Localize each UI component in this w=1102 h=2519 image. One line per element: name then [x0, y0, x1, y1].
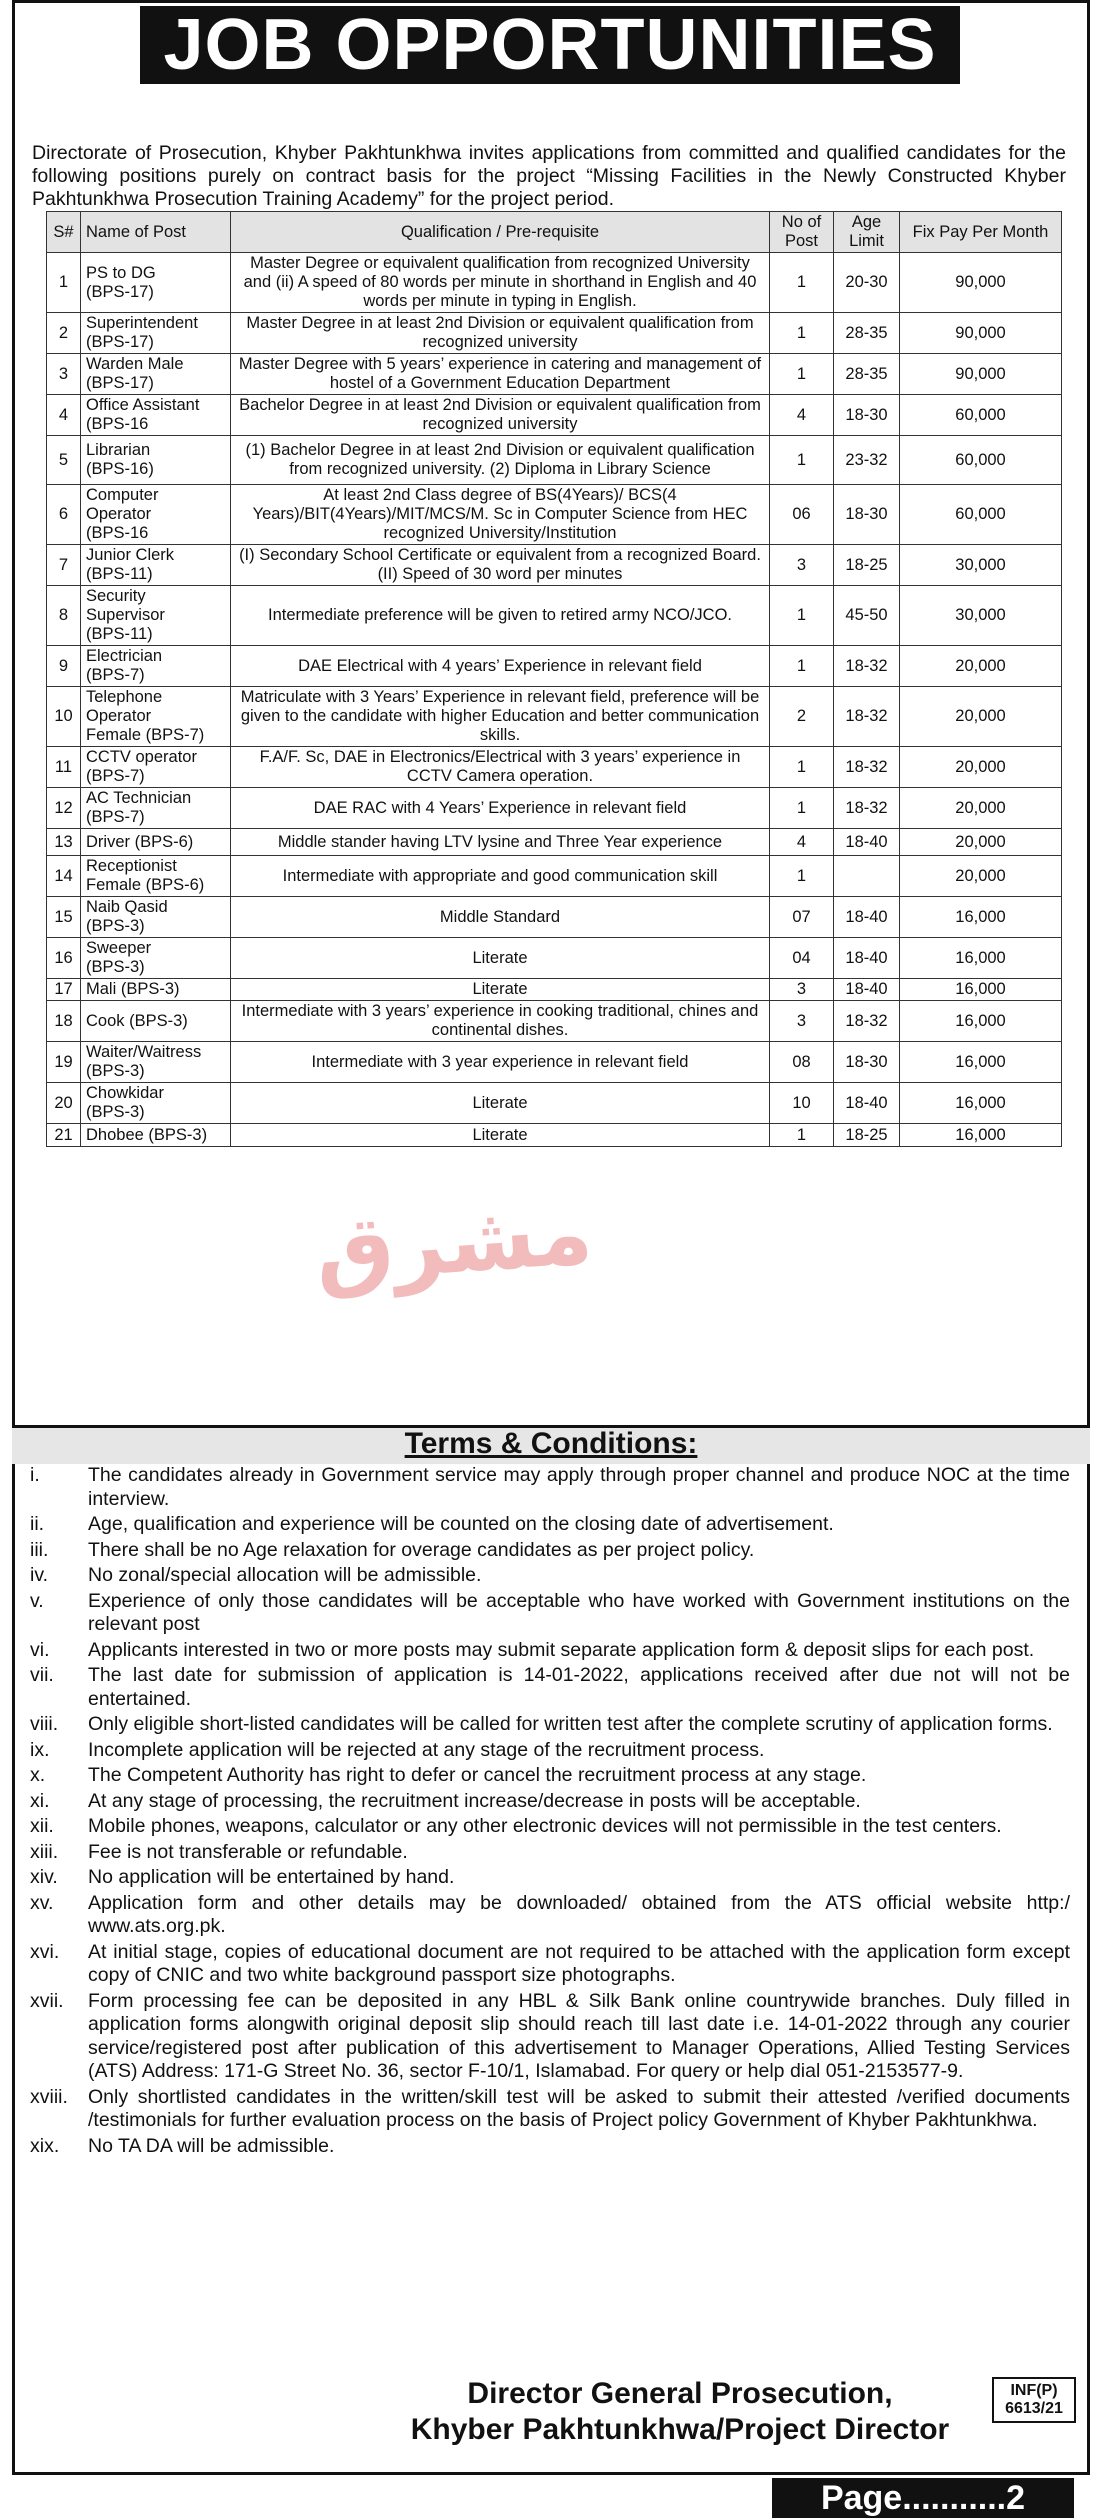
cell-post: Naib Qasid (BPS-3)	[81, 897, 231, 938]
cell-post: Dhobee (BPS-3)	[81, 1124, 231, 1147]
cell-no-of-post: 1	[770, 586, 834, 646]
table-row	[47, 313, 1062, 354]
cell-qualification: Intermediate with appropriate and good communication skill	[231, 856, 770, 897]
inf-code-line-1: INF(P)	[1010, 2382, 1058, 2399]
cell-pay: 16,000	[900, 1042, 1062, 1083]
terms-item-text: Application form and other details may be downloaded/ obtained from the ATS official website http:/ www.ats.org.pk.	[88, 1891, 1070, 1937]
cell-qualification: DAE RAC with 4 Years’ Experience in relevant field	[231, 788, 770, 829]
page-number-banner: Page...........2	[772, 2478, 1074, 2518]
terms-item	[30, 1564, 1070, 1588]
cell-no-of-post: 3	[770, 545, 834, 586]
cell-age-limit: 18-32	[834, 687, 900, 747]
terms-item-number: iii.	[30, 1538, 49, 1561]
terms-item-text: No TA DA will be admissible.	[88, 2134, 335, 2157]
cell-no-of-post: 07	[770, 897, 834, 938]
table-row	[47, 1083, 1062, 1124]
cell-no-of-post: 2	[770, 687, 834, 747]
terms-item-number: ix.	[30, 1738, 50, 1761]
terms-item-number: x.	[30, 1764, 46, 1786]
cell-sn: 10	[47, 687, 81, 747]
terms-item-number: xv.	[30, 1891, 54, 1914]
signature-line-2: Khyber Pakhtunkhwa/Project Director	[410, 2413, 950, 2446]
cell-age-limit: 18-32	[834, 1001, 900, 1042]
cell-pay: 20,000	[900, 829, 1062, 856]
terms-item-text: At initial stage, copies of educational document are not required to be attached with the application form except copy of CNIC and two white background passport size photographs.	[88, 1940, 1070, 1986]
cell-age-limit: 18-40	[834, 938, 900, 979]
cell-age-limit: 18-40	[834, 829, 900, 856]
cell-pay: 60,000	[900, 436, 1062, 485]
cell-qualification: Intermediate with 3 years’ experience in cooking traditional, chines and continental dishes.	[231, 1001, 770, 1042]
cell-qualification: Intermediate with 3 year experience in relevant field	[231, 1042, 770, 1083]
cell-qualification: Literate	[231, 938, 770, 979]
cell-post: Junior Clerk (BPS-11)	[81, 545, 231, 586]
cell-no-of-post: 1	[770, 1124, 834, 1147]
terms-item	[30, 1764, 1070, 1788]
terms-item-number: v.	[30, 1589, 44, 1612]
terms-item	[30, 1941, 1070, 1988]
col-header-post: Name of Post	[81, 212, 231, 253]
cell-no-of-post: 04	[770, 938, 834, 979]
terms-item-text: The Competent Authority has right to defer or cancel the recruitment process at any stage.	[88, 1764, 867, 1786]
cell-qualification: (I) Secondary School Certificate or equivalent from a recognized Board. (II) Speed of 30 word per minutes	[231, 545, 770, 586]
terms-item	[30, 1739, 1070, 1763]
cell-qualification: Master Degree with 5 years’ experience in catering and management of hostel of a Government Education Department	[231, 354, 770, 395]
cell-no-of-post: 3	[770, 1001, 834, 1042]
terms-item-number: xiv.	[30, 1866, 58, 1888]
cell-sn: 20	[47, 1083, 81, 1124]
cell-sn: 5	[47, 436, 81, 485]
cell-age-limit: 18-40	[834, 979, 900, 1001]
cell-no-of-post: 1	[770, 856, 834, 897]
terms-item	[30, 1990, 1070, 2084]
terms-item-text: Incomplete application will be rejected at any stage of the recruitment process.	[88, 1738, 765, 1761]
cell-sn: 8	[47, 586, 81, 646]
col-header-age-limit: Age Limit	[834, 212, 900, 253]
cell-no-of-post: 1	[770, 354, 834, 395]
newspaper-watermark: مشرق	[311, 1182, 596, 1301]
col-header-qualification: Qualification / Pre-requisite	[231, 212, 770, 253]
cell-post: PS to DG (BPS-17)	[81, 253, 231, 313]
cell-age-limit: 18-30	[834, 395, 900, 436]
cell-pay: 16,000	[900, 1124, 1062, 1147]
terms-item	[30, 2086, 1070, 2133]
cell-post: Security Supervisor (BPS-11)	[81, 586, 231, 646]
cell-no-of-post: 06	[770, 485, 834, 545]
cell-no-of-post: 1	[770, 253, 834, 313]
table-row	[47, 354, 1062, 395]
table-row	[47, 1001, 1062, 1042]
terms-item-text: Form processing fee can be deposited in any HBL & Silk Bank online countrywide branches. Duly filled in application forms alongwith original deposit slip should reach till last date i.e. 14-01-2022 through any courier service/registered post after publication of this advertisement to Manager Operations, Allied Testing Services (ATS) Address: 171-G Street No. 36, sector F-10/1, Islamabad. For query or help dial 051-2153577-9.	[88, 1989, 1070, 2082]
cell-post: Computer Operator (BPS-16	[81, 485, 231, 545]
cell-no-of-post: 1	[770, 646, 834, 687]
cell-post: CCTV operator (BPS-7)	[81, 747, 231, 788]
table-row	[47, 436, 1062, 485]
cell-post: Superintendent (BPS-17)	[81, 313, 231, 354]
cell-qualification: At least 2nd Class degree of BS(4Years)/ BCS(4 Years)/BIT(4Years)/MIT/MCS/M. Sc in Computer Science from HEC recognized University/Institution	[231, 485, 770, 545]
terms-item-number: xi.	[30, 1789, 50, 1812]
cell-post: Office Assistant (BPS-16	[81, 395, 231, 436]
cell-post: Chowkidar (BPS-3)	[81, 1083, 231, 1124]
terms-item	[30, 1513, 1070, 1537]
cell-no-of-post: 10	[770, 1083, 834, 1124]
terms-item	[30, 1790, 1070, 1814]
cell-sn: 6	[47, 485, 81, 545]
cell-post: Warden Male (BPS-17)	[81, 354, 231, 395]
cell-sn: 18	[47, 1001, 81, 1042]
cell-sn: 4	[47, 395, 81, 436]
cell-no-of-post: 1	[770, 788, 834, 829]
cell-pay: 90,000	[900, 253, 1062, 313]
terms-item-text: The last date for submission of application is 14-01-2022, applications received after due not will not be entertained.	[88, 1664, 1070, 1710]
cell-qualification: Bachelor Degree in at least 2nd Division or equivalent qualification from recognized university	[231, 395, 770, 436]
terms-item-number: iv.	[30, 1564, 49, 1586]
cell-pay: 20,000	[900, 747, 1062, 788]
cell-pay: 20,000	[900, 687, 1062, 747]
terms-item-text: Experience of only those candidates will be acceptable who have worked with Government institutions on the relevant post	[88, 1589, 1070, 1635]
cell-pay: 60,000	[900, 485, 1062, 545]
terms-item-text: Mobile phones, weapons, calculator or any other electronic devices will not permissible in the test centers.	[88, 1815, 1002, 1837]
terms-item-text: Fee is not transferable or refundable.	[88, 1840, 408, 1863]
terms-item-number: vi.	[30, 1638, 50, 1661]
cell-age-limit: 23-32	[834, 436, 900, 485]
cell-post: Cook (BPS-3)	[81, 1001, 231, 1042]
cell-pay: 20,000	[900, 646, 1062, 687]
terms-item	[30, 1866, 1070, 1890]
cell-pay: 30,000	[900, 545, 1062, 586]
terms-item-number: xvii.	[30, 1989, 64, 2012]
terms-item-text: Age, qualification and experience will be counted on the closing date of advertisement.	[88, 1513, 834, 1535]
cell-no-of-post: 08	[770, 1042, 834, 1083]
cell-pay: 16,000	[900, 938, 1062, 979]
intro-paragraph: Directorate of Prosecution, Khyber Pakhtunkhwa invites applications from committed and qualified candidates for the following positions purely on contract basis for the project “Missing Facilities in the Newly Constructed Khyber Pakhtunkhwa Prosecution Training Academy” for the project period.	[32, 142, 1066, 210]
cell-pay: 16,000	[900, 1001, 1062, 1042]
cell-age-limit: 28-35	[834, 313, 900, 354]
cell-sn: 3	[47, 354, 81, 395]
table-row	[47, 586, 1062, 646]
table-row	[47, 485, 1062, 545]
table-row	[47, 856, 1062, 897]
cell-post: Receptionist Female (BPS-6)	[81, 856, 231, 897]
cell-sn: 11	[47, 747, 81, 788]
terms-item-number: viii.	[30, 1713, 59, 1735]
cell-age-limit: 18-25	[834, 545, 900, 586]
cell-sn: 12	[47, 788, 81, 829]
terms-item	[30, 1815, 1070, 1839]
cell-pay: 16,000	[900, 1083, 1062, 1124]
table-row	[47, 979, 1062, 1001]
cell-no-of-post: 1	[770, 436, 834, 485]
cell-sn: 16	[47, 938, 81, 979]
cell-post: Driver (BPS-6)	[81, 829, 231, 856]
cell-no-of-post: 3	[770, 979, 834, 1001]
table-row	[47, 938, 1062, 979]
terms-item	[30, 1590, 1070, 1637]
terms-item-number: xiii.	[30, 1840, 59, 1863]
terms-item	[30, 1841, 1070, 1865]
terms-item	[30, 2135, 1070, 2159]
terms-item-text: Only shortlisted candidates in the written/skill test will be asked to submit their attested /verified documents /testimonials for further evaluation process on the basis of Project policy Government of Khyber Pakhtunkhwa.	[88, 2085, 1070, 2131]
col-header-pay: Fix Pay Per Month	[900, 212, 1062, 253]
cell-sn: 19	[47, 1042, 81, 1083]
cell-age-limit: 18-30	[834, 485, 900, 545]
cell-pay: 16,000	[900, 979, 1062, 1001]
col-header-no-of-post: No of Post	[770, 212, 834, 253]
terms-item-number: xvi.	[30, 1940, 60, 1963]
cell-pay: 20,000	[900, 856, 1062, 897]
signature-line-1: Director General Prosecution,	[467, 2377, 893, 2410]
table-row	[47, 1124, 1062, 1147]
terms-item	[30, 1639, 1070, 1663]
cell-qualification: DAE Electrical with 4 years’ Experience in relevant field	[231, 646, 770, 687]
col-header-sn: S#	[47, 212, 81, 253]
terms-item	[30, 1664, 1070, 1711]
cell-qualification: Matriculate with 3 Years’ Experience in relevant field, preference will be given to the candidate with higher Education and better communication skills.	[231, 687, 770, 747]
table-row	[47, 253, 1062, 313]
cell-age-limit: 18-32	[834, 747, 900, 788]
terms-item-text: The candidates already in Government service may apply through proper channel and produce NOC at the time interview.	[88, 1464, 1070, 1510]
cell-age-limit: 18-30	[834, 1042, 900, 1083]
cell-age-limit: 28-35	[834, 354, 900, 395]
cell-post: Electrician (BPS-7)	[81, 646, 231, 687]
cell-qualification: Master Degree in at least 2nd Division or equivalent qualification from recognized university	[231, 313, 770, 354]
cell-qualification: Intermediate preference will be given to retired army NCO/JCO.	[231, 586, 770, 646]
terms-item-number: xix.	[30, 2134, 60, 2157]
cell-qualification: F.A/F. Sc, DAE in Electronics/Electrical with 3 years’ experience in CCTV Camera operation.	[231, 747, 770, 788]
cell-pay: 90,000	[900, 313, 1062, 354]
terms-item	[30, 1464, 1070, 1511]
terms-item-number: vii.	[30, 1664, 54, 1686]
cell-sn: 7	[47, 545, 81, 586]
terms-item-text: Applicants interested in two or more posts may submit separate application form & deposit slips for each post.	[88, 1638, 1035, 1661]
table-row	[47, 829, 1062, 856]
cell-post: Sweeper (BPS-3)	[81, 938, 231, 979]
cell-post: Mali (BPS-3)	[81, 979, 231, 1001]
table-row	[47, 395, 1062, 436]
terms-item-text: No zonal/special allocation will be admissible.	[88, 1564, 482, 1586]
table-header-row	[47, 212, 1062, 253]
cell-pay: 90,000	[900, 354, 1062, 395]
cell-sn: 13	[47, 829, 81, 856]
cell-no-of-post: 1	[770, 313, 834, 354]
terms-item-text: Only eligible short-listed candidates will be called for written test after the complete scrutiny of application forms.	[88, 1713, 1053, 1735]
cell-post: Librarian (BPS-16)	[81, 436, 231, 485]
cell-sn: 9	[47, 646, 81, 687]
cell-age-limit: 18-32	[834, 788, 900, 829]
cell-age-limit: 18-40	[834, 897, 900, 938]
cell-qualification: Middle Standard	[231, 897, 770, 938]
terms-title: Terms & Conditions:	[404, 1427, 698, 1460]
table-row	[47, 545, 1062, 586]
table-row	[47, 897, 1062, 938]
cell-sn: 2	[47, 313, 81, 354]
cell-age-limit	[834, 856, 900, 897]
cell-pay: 60,000	[900, 395, 1062, 436]
cell-sn: 21	[47, 1124, 81, 1147]
table-row	[47, 747, 1062, 788]
cell-sn: 14	[47, 856, 81, 897]
terms-list	[30, 1464, 1070, 2160]
cell-sn: 17	[47, 979, 81, 1001]
cell-post: Telephone Operator Female (BPS-7)	[81, 687, 231, 747]
cell-pay: 16,000	[900, 897, 1062, 938]
cell-no-of-post: 4	[770, 395, 834, 436]
terms-item	[30, 1713, 1070, 1737]
terms-item-number: xviii.	[30, 2085, 68, 2108]
cell-qualification: Literate	[231, 979, 770, 1001]
terms-item-text: No application will be entertained by hand.	[88, 1866, 455, 1888]
inf-code-line-2: 6613/21	[1005, 2400, 1063, 2417]
cell-age-limit: 18-32	[834, 646, 900, 687]
cell-age-limit: 18-25	[834, 1124, 900, 1147]
inf-code-box	[992, 2377, 1076, 2423]
cell-qualification: Master Degree or equivalent qualification from recognized University and (ii) A speed of 80 words per minute in shorthand in English and 40 words per minute in typing in English.	[231, 253, 770, 313]
cell-no-of-post: 1	[770, 747, 834, 788]
terms-item-number: xii.	[30, 1815, 54, 1837]
cell-qualification: Literate	[231, 1124, 770, 1147]
cell-age-limit: 45-50	[834, 586, 900, 646]
table-row	[47, 788, 1062, 829]
terms-item-text: At any stage of processing, the recruitment increase/decrease in posts will be acceptable.	[88, 1789, 861, 1812]
terms-item	[30, 1892, 1070, 1939]
signature-block	[390, 2376, 970, 2448]
cell-no-of-post: 4	[770, 829, 834, 856]
cell-post: AC Technician (BPS-7)	[81, 788, 231, 829]
page-title: JOB OPPORTUNITIES	[140, 6, 960, 84]
terms-item-number: i.	[30, 1464, 40, 1486]
jobs-table	[46, 211, 1062, 1147]
cell-qualification: (1) Bachelor Degree in at least 2nd Division or equivalent qualification from recognized university. (2) Diploma in Library Science	[231, 436, 770, 485]
table-row	[47, 646, 1062, 687]
cell-qualification: Middle stander having LTV lysine and Three Year experience	[231, 829, 770, 856]
cell-sn: 1	[47, 253, 81, 313]
cell-age-limit: 20-30	[834, 253, 900, 313]
cell-qualification: Literate	[231, 1083, 770, 1124]
cell-pay: 20,000	[900, 788, 1062, 829]
terms-item	[30, 1539, 1070, 1563]
terms-item-text: There shall be no Age relaxation for overage candidates as per project policy.	[88, 1538, 755, 1561]
cell-age-limit: 18-40	[834, 1083, 900, 1124]
cell-sn: 15	[47, 897, 81, 938]
table-row	[47, 1042, 1062, 1083]
terms-item-number: ii.	[30, 1513, 45, 1535]
cell-pay: 30,000	[900, 586, 1062, 646]
table-row	[47, 687, 1062, 747]
cell-post: Waiter/Waitress (BPS-3)	[81, 1042, 231, 1083]
